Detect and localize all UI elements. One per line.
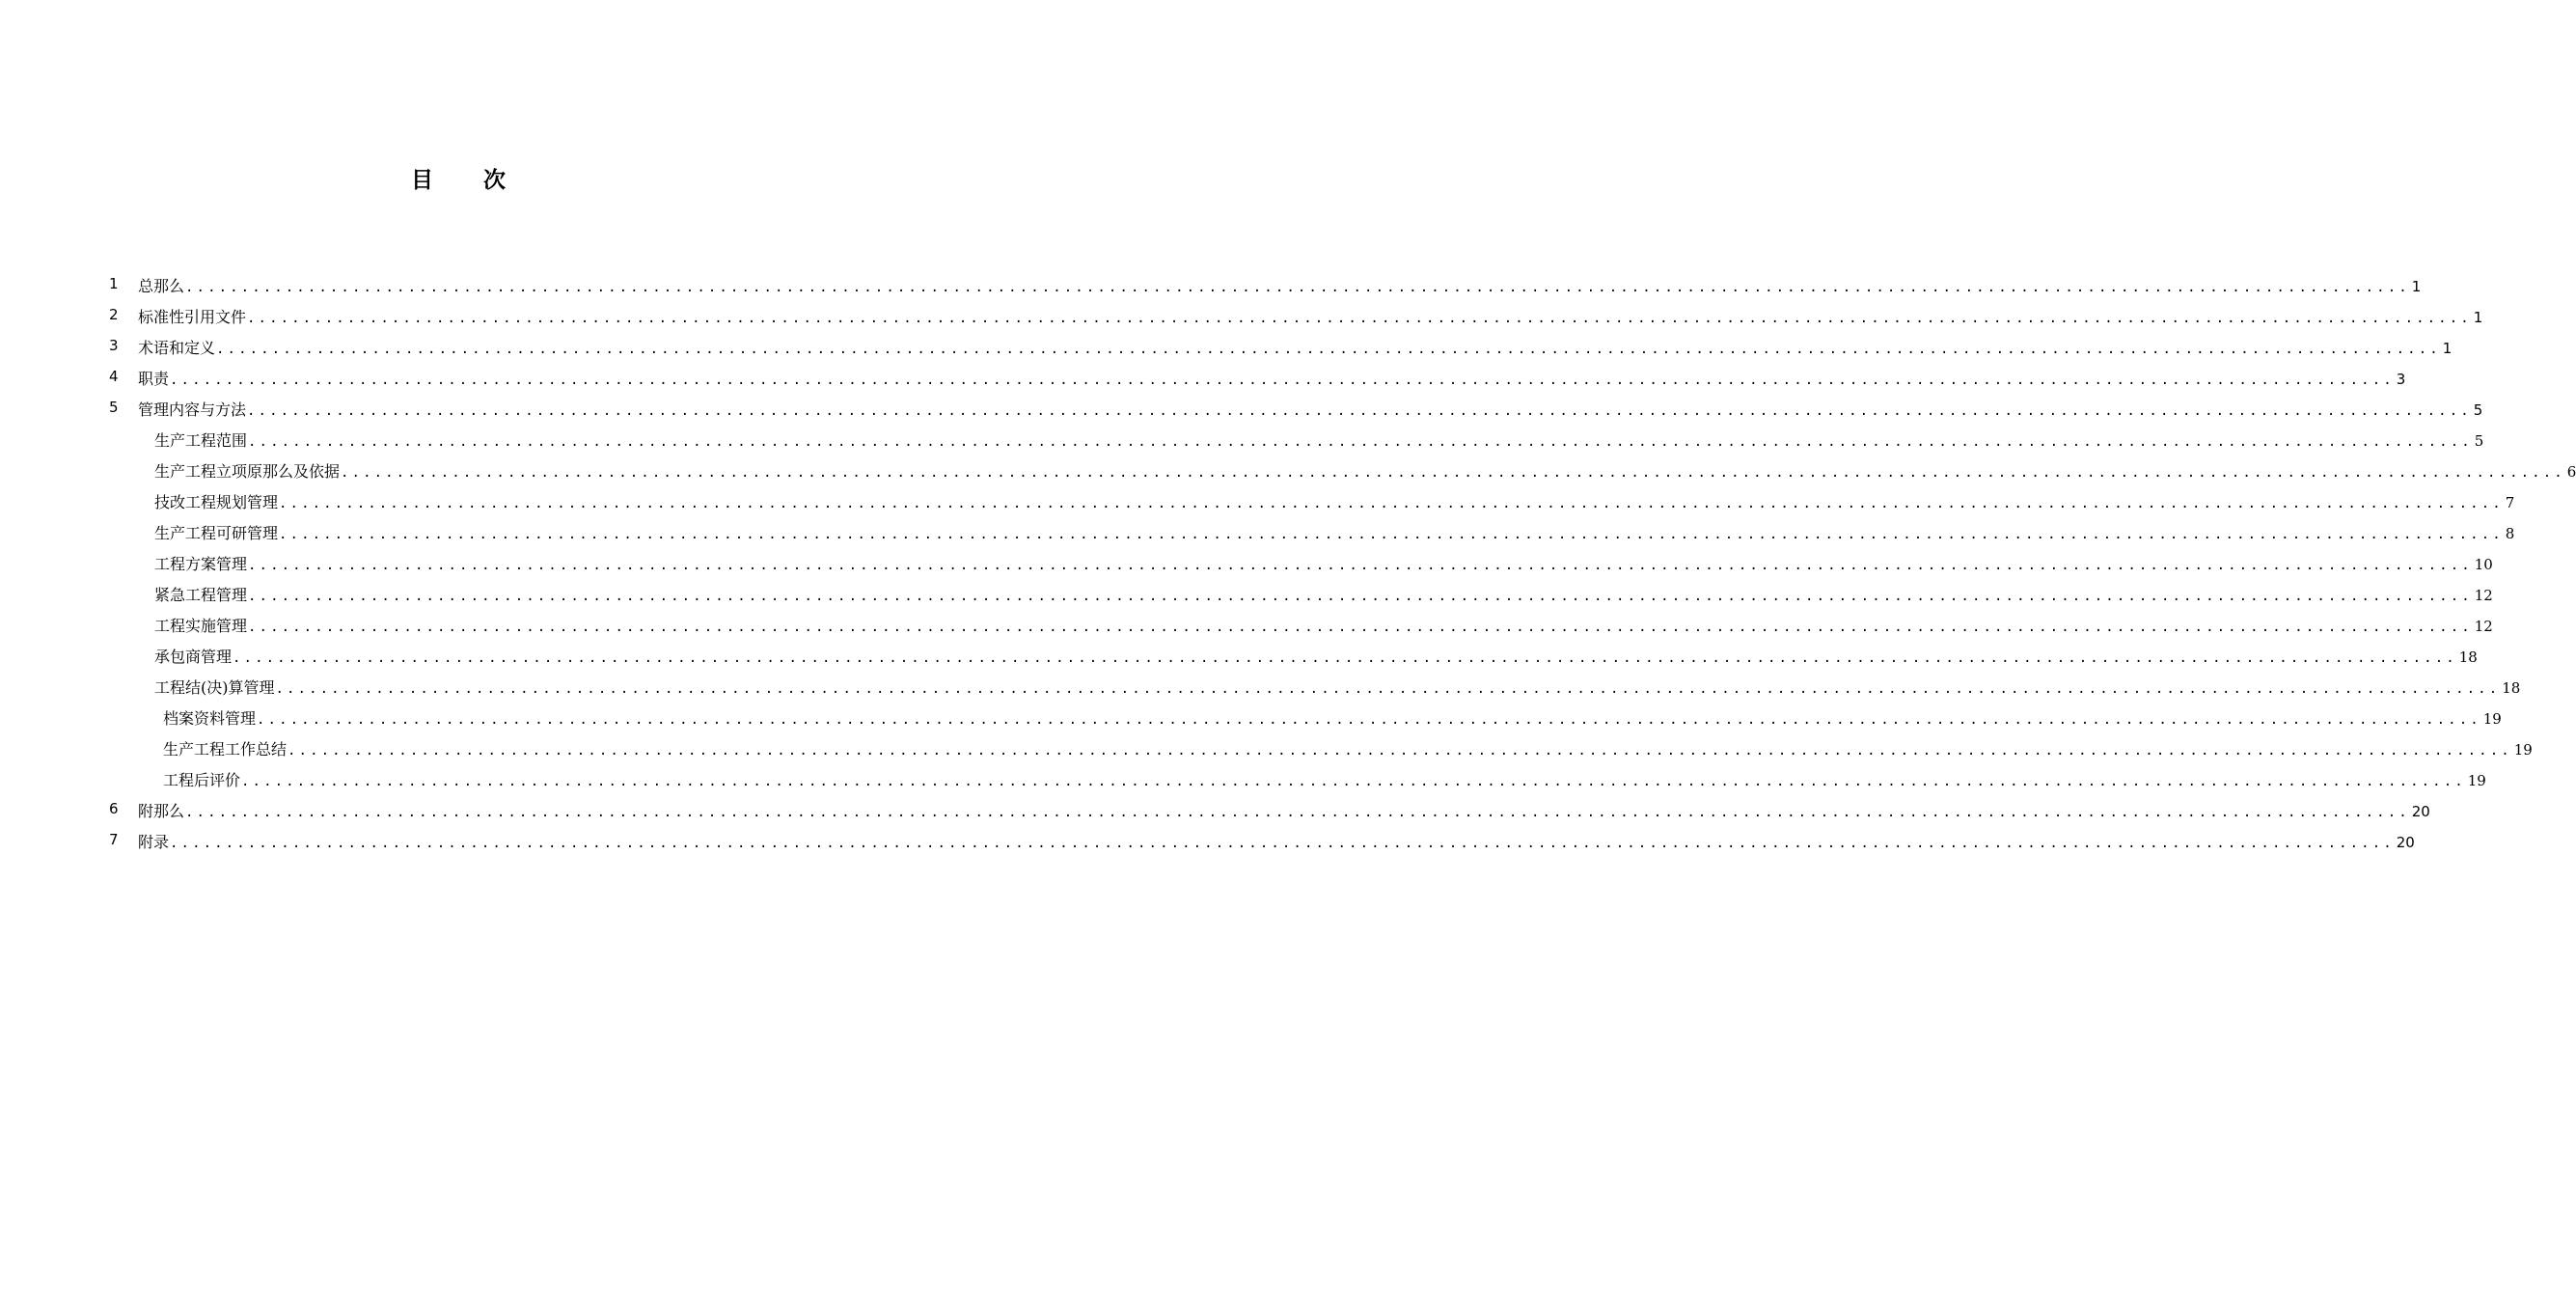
toc-entry-title: 生产工程立项原那么及依据 — [154, 462, 341, 481]
toc-entry-page-number: 8 — [2505, 525, 2515, 542]
toc-entry-line — [138, 305, 2483, 327]
toc-entry-title: 术语和定义 — [138, 339, 216, 357]
toc-dot-leader: ........................................................................................................................................................................................................ — [170, 836, 2395, 851]
toc-entry[interactable] — [0, 425, 2484, 455]
toc-entry-line — [154, 459, 2576, 482]
toc-entry[interactable] — [0, 826, 2415, 857]
toc-dot-leader: ........................................................................................................................................................................................................ — [247, 311, 2472, 326]
toc-entry-title: 工程方案管理 — [154, 555, 248, 573]
toc-entry-line — [163, 768, 2486, 790]
title-char-2: 次 — [483, 168, 506, 193]
toc-entry[interactable] — [0, 641, 2478, 672]
toc-entry-title: 附录 — [138, 833, 170, 851]
toc-entry-title: 职责 — [138, 370, 170, 388]
toc-entry[interactable] — [0, 579, 2493, 610]
toc-entry-line — [138, 367, 2406, 389]
toc-entry-page-number: 19 — [2513, 741, 2533, 759]
toc-entry[interactable] — [0, 332, 2453, 363]
toc-entry-line — [138, 274, 2422, 296]
toc-entry-title: 附那么 — [138, 802, 185, 820]
toc-entry-line — [154, 614, 2493, 636]
toc-entry-line — [163, 706, 2502, 729]
toc-entry-line — [154, 552, 2493, 574]
toc-entry-page-number: 19 — [2482, 710, 2502, 728]
toc-dot-leader: ........................................................................................................................................................................................................ — [275, 681, 2501, 697]
toc-entry-line — [154, 428, 2484, 451]
toc-dot-leader: ........................................................................................................................................................................................................ — [247, 403, 2472, 419]
toc-entry-line — [154, 490, 2515, 512]
toc-entry-line — [163, 737, 2533, 759]
toc-entry-title: 生产工程可研管理 — [154, 524, 279, 542]
toc-dot-leader: ........................................................................................................................................................................................................ — [241, 774, 2466, 789]
toc-entry-page-number: 5 — [2474, 432, 2484, 450]
toc-entry-title: 总那么 — [138, 277, 185, 295]
toc-entry[interactable] — [0, 455, 2576, 486]
toc-entry-title: 工程后评价 — [163, 771, 241, 789]
toc-entry-page-number: 7 — [2505, 494, 2515, 511]
toc-dot-leader: ........................................................................................................................................................................................................ — [279, 527, 2504, 542]
toc-entry-title: 档案资料管理 — [163, 709, 257, 728]
toc-entry-number: 4 — [109, 368, 119, 385]
toc-dot-leader: ........................................................................................................................................................................................................ — [279, 496, 2504, 511]
toc-entry-number: 5 — [109, 399, 119, 416]
toc-entry[interactable] — [0, 301, 2483, 332]
toc-entry[interactable] — [0, 517, 2515, 548]
toc-entry-line — [154, 645, 2478, 667]
toc-entry-line — [138, 398, 2483, 420]
toc-entry-page-number: 19 — [2467, 772, 2486, 789]
toc-entry-page-number: 20 — [2411, 803, 2430, 820]
toc-entry-page-number: 12 — [2474, 618, 2493, 635]
toc-entry-title: 紧急工程管理 — [154, 586, 248, 604]
toc-dot-leader: ........................................................................................................................................................................................................ — [341, 465, 2565, 481]
toc-entry-page-number: 10 — [2474, 556, 2493, 573]
toc-entry[interactable] — [0, 363, 2406, 394]
toc-entry-page-number: 1 — [2473, 309, 2483, 326]
toc-entry-line — [154, 583, 2493, 605]
toc-dot-leader: ........................................................................................................................................................................................................ — [216, 342, 2441, 357]
toc-entry-page-number: 5 — [2473, 401, 2483, 419]
toc-entry-line — [138, 799, 2430, 821]
toc-dot-leader: ........................................................................................................................................................................................................ — [288, 743, 2512, 759]
toc-entry[interactable] — [0, 764, 2486, 795]
toc-entry-title: 生产工程范围 — [154, 431, 248, 450]
toc-entry[interactable] — [0, 703, 2502, 733]
toc-entry[interactable] — [0, 394, 2483, 425]
toc-entry-title: 工程实施管理 — [154, 617, 248, 635]
toc-entry-line — [154, 676, 2521, 698]
toc-entry[interactable] — [0, 548, 2493, 579]
toc-entry[interactable] — [0, 672, 2521, 703]
toc-entry-number: 3 — [109, 337, 119, 354]
toc-entry-title: 技改工程规划管理 — [154, 493, 279, 511]
toc-entry[interactable] — [0, 733, 2533, 764]
page-title — [0, 162, 917, 194]
toc-entry[interactable] — [0, 270, 2422, 301]
toc-entry-line — [138, 830, 2415, 852]
toc-entry-page-number: 18 — [2502, 679, 2521, 697]
toc-entry-page-number: 1 — [2411, 278, 2422, 295]
toc-entry-number: 2 — [109, 306, 119, 323]
toc-dot-leader: ........................................................................................................................................................................................................ — [185, 805, 2410, 820]
toc-entry-page-number: 12 — [2474, 587, 2493, 604]
toc-entry-title: 管理内容与方法 — [138, 400, 247, 419]
toc-entry-title: 标准性引用文件 — [138, 308, 247, 326]
toc-entry-title: 承包商管理 — [154, 648, 233, 666]
toc-entry-number: 1 — [109, 275, 119, 292]
toc-entry-page-number: 20 — [2396, 834, 2415, 851]
toc-entry[interactable] — [0, 795, 2430, 826]
toc-dot-leader: ........................................................................................................................................................................................................ — [248, 589, 2473, 604]
toc-entry-title: 工程结(决)算管理 — [154, 678, 275, 697]
toc-entry-page-number: 3 — [2396, 371, 2406, 388]
toc-entry-line — [138, 336, 2453, 358]
toc-dot-leader: ........................................................................................................................................................................................................ — [170, 373, 2395, 388]
toc-entry[interactable] — [0, 486, 2515, 517]
toc-entry-number: 7 — [109, 831, 119, 848]
toc-entry-line — [154, 521, 2515, 543]
toc-entry[interactable] — [0, 610, 2493, 641]
toc-entry-page-number: 6 — [2566, 463, 2576, 481]
toc-entry-number: 6 — [109, 800, 119, 817]
toc-dot-leader: ........................................................................................................................................................................................................ — [248, 620, 2473, 635]
toc-dot-leader: ........................................................................................................................................................................................................ — [233, 650, 2457, 666]
toc-dot-leader: ........................................................................................................................................................................................................ — [185, 280, 2410, 295]
toc-dot-leader: ........................................................................................................................................................................................................ — [248, 558, 2473, 573]
toc-entry-page-number: 18 — [2458, 648, 2478, 666]
toc-dot-leader: ........................................................................................................................................................................................................ — [257, 712, 2481, 728]
toc-entry-page-number: 1 — [2442, 340, 2453, 357]
toc-dot-leader: ........................................................................................................................................................................................................ — [248, 434, 2473, 450]
toc-entry-title: 生产工程工作总结 — [163, 740, 288, 759]
title-char-1: 目 — [411, 168, 433, 193]
